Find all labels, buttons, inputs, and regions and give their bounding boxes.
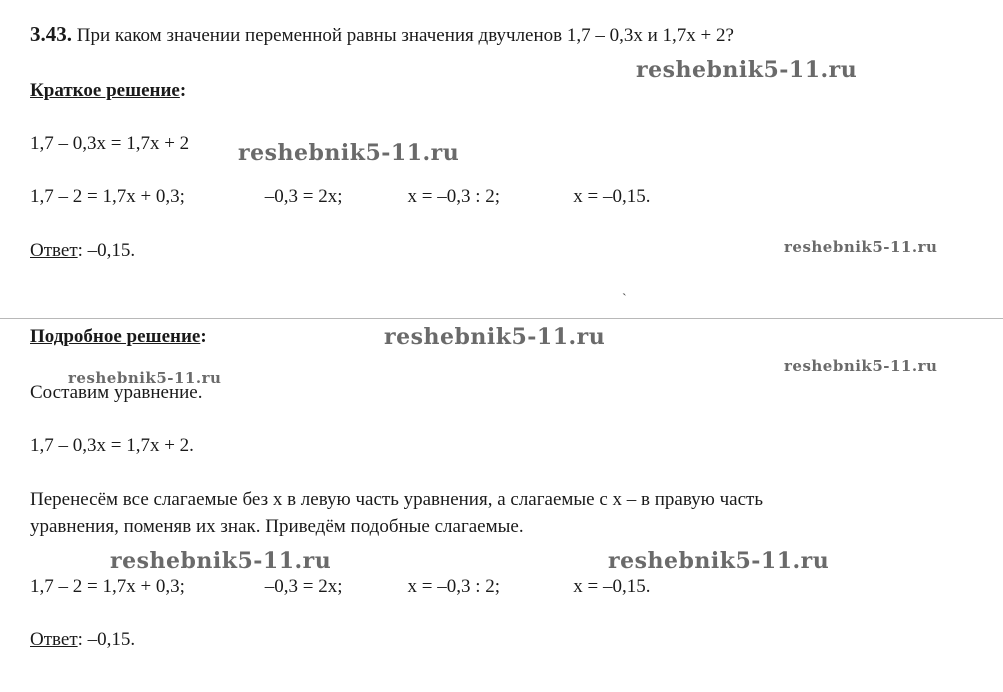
watermark: reshebnik5-11.ru [384,324,606,350]
section-divider [0,318,1003,319]
detailed-explanation-line-2: уравнения, поменяв их знак. Приведём подобные слагаемые. [30,516,524,537]
detailed-step-4: x = –0,15. [573,576,651,597]
short-answer-label: Ответ [30,240,78,261]
detailed-answer-label: Ответ [30,629,78,650]
detailed-solution-steps [30,576,650,598]
short-solution-equation: 1,7 – 0,3x = 1,7x + 2 [30,133,190,154]
short-solution-heading [30,80,186,102]
problem-number: 3.43. [30,22,72,46]
problem-statement [30,22,734,47]
detailed-step-1: 1,7 – 2 = 1,7x + 0,3; [30,576,185,597]
short-solution-heading-colon: : [179,80,187,101]
short-step-3: x = –0,3 : 2; [407,186,501,207]
detailed-step-3: x = –0,3 : 2; [407,576,501,597]
short-step-2: –0,3 = 2x; [264,186,343,207]
detailed-solution-heading-colon: : [200,326,207,347]
watermark: reshebnik5-11.ru [68,369,222,387]
watermark: reshebnik5-11.ru [784,238,938,256]
short-step-1: 1,7 – 2 = 1,7x + 0,3; [30,186,185,207]
detailed-solution-heading-text: Подробное решение [30,326,201,347]
watermark: reshebnik5-11.ru [784,357,938,375]
detailed-answer-value: : –0,15. [77,629,136,650]
watermark: reshebnik5-11.ru [238,140,460,166]
watermark: reshebnik5-11.ru [636,57,858,83]
short-solution-steps [30,186,650,208]
detailed-explanation-line-1: Перенесём все слагаемые без x в левую часть уравнения, а слагаемые с x – в правую часть [30,489,764,510]
short-solution-heading-text: Краткое решение [30,80,180,101]
stray-mark: ` [622,292,627,307]
short-step-4: x = –0,15. [573,186,651,207]
problem-text: При каком значении переменной равны значения двучленов 1,7 – 0,3x и 1,7x + 2? [76,25,734,46]
detailed-solution-intro: Составим уравнение. [30,382,203,403]
detailed-solution-answer [30,629,135,651]
detailed-solution-equation: 1,7 – 0,3x = 1,7x + 2. [30,435,194,456]
short-answer-value: : –0,15. [77,240,136,261]
short-solution-answer [30,240,135,262]
watermark: reshebnik5-11.ru [608,548,830,574]
detailed-solution-heading [30,326,207,348]
watermark: reshebnik5-11.ru [110,548,332,574]
detailed-step-2: –0,3 = 2x; [264,576,343,597]
